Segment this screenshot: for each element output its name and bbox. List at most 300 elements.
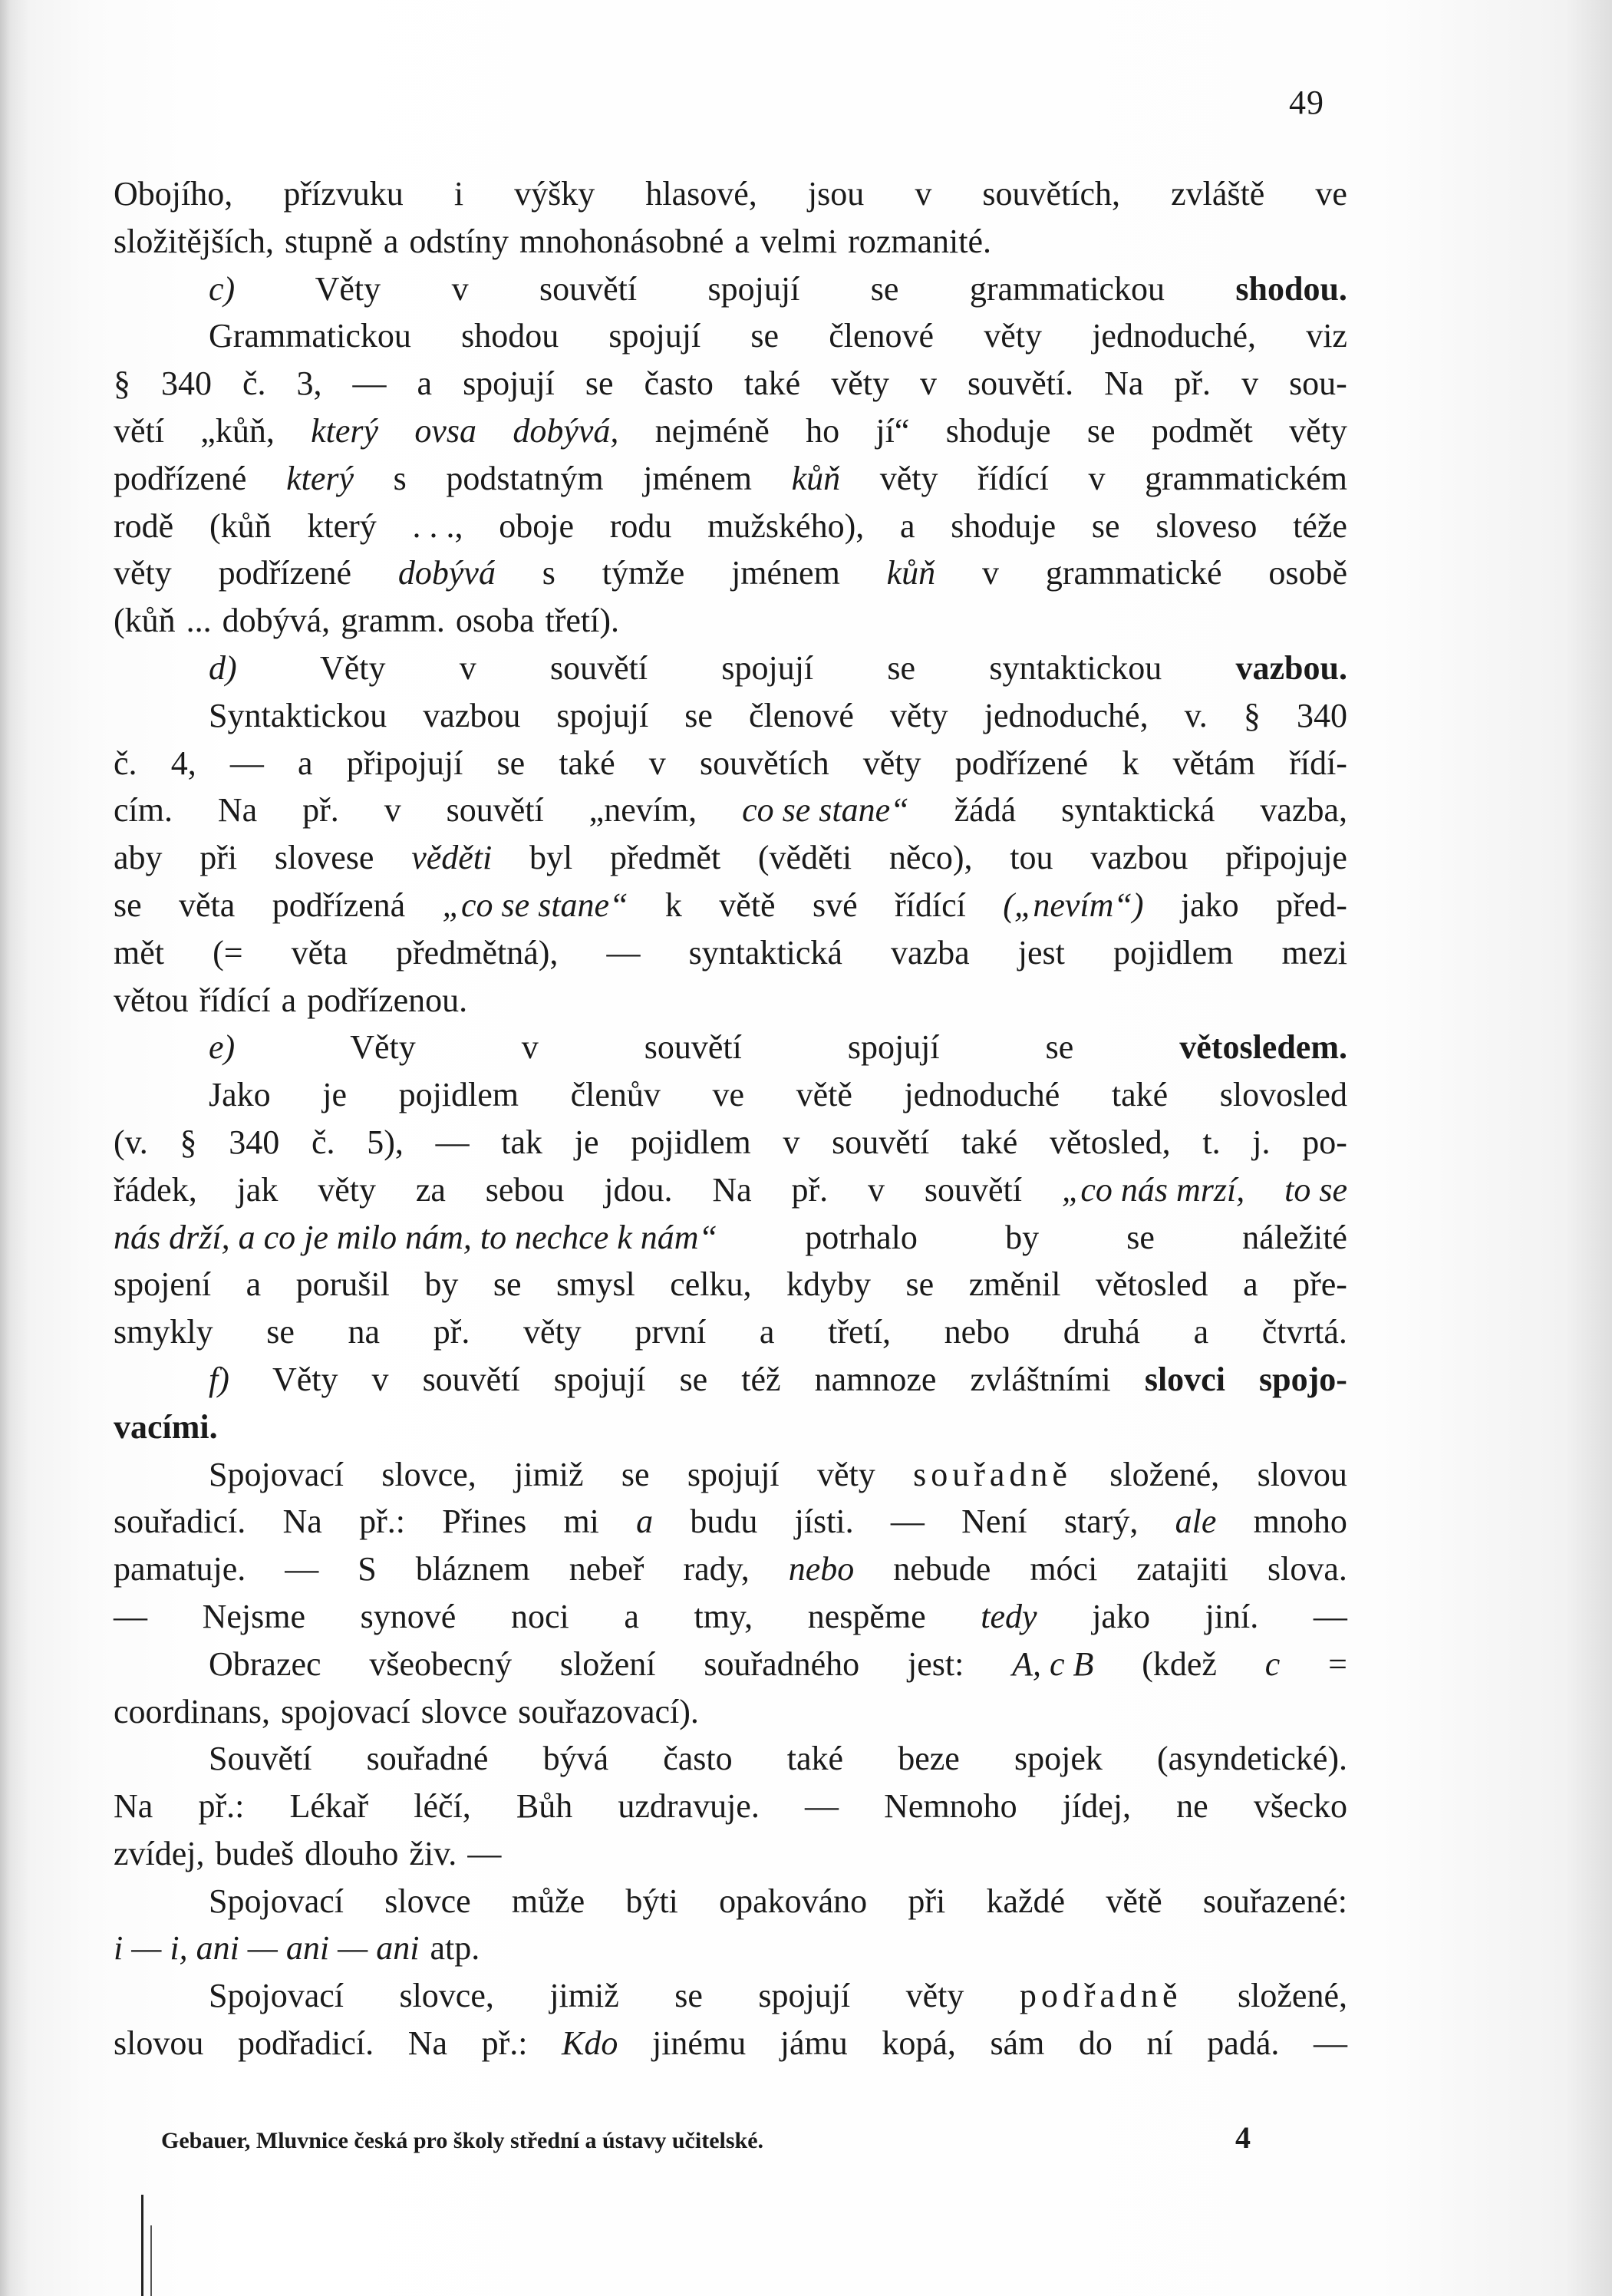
word: (kůň <box>209 506 272 545</box>
word: bývá <box>542 1740 609 1778</box>
word: spojují <box>553 1360 646 1398</box>
word: a <box>1193 1313 1209 1351</box>
word: přízvuku <box>283 175 404 213</box>
word: ve <box>712 1076 744 1114</box>
word: podřízenou. <box>307 981 468 1019</box>
word: větou <box>114 981 189 1019</box>
word: v <box>915 175 932 213</box>
word: § <box>180 1123 197 1161</box>
word: nebo <box>944 1313 1010 1351</box>
word: jdou. <box>604 1170 673 1209</box>
word: každé <box>986 1882 1066 1920</box>
word: — <box>1313 2024 1347 2063</box>
word: sám <box>990 2024 1045 2063</box>
word: v <box>459 648 476 687</box>
word: slovci <box>1144 1360 1225 1398</box>
word: mezi <box>1281 933 1347 972</box>
word: d) <box>209 648 237 687</box>
word: grammatickém <box>1145 459 1347 497</box>
text-line <box>114 1451 1347 1499</box>
word: věděti <box>411 839 493 877</box>
word: aby <box>114 839 163 877</box>
word: se <box>114 886 142 924</box>
word: se <box>684 696 713 734</box>
word: rodě <box>114 506 174 545</box>
word: nespěme <box>807 1597 926 1635</box>
word: oboje <box>499 506 575 545</box>
word: gramm. <box>341 602 445 640</box>
word: Kdo <box>562 2024 618 2063</box>
word: něco), <box>888 839 973 877</box>
word: se <box>905 1265 935 1304</box>
word: souvětí <box>446 791 544 830</box>
word: — <box>114 1597 147 1635</box>
text-line <box>114 266 1347 313</box>
word: (v. <box>114 1123 148 1161</box>
word: spojují <box>463 365 555 403</box>
footer <box>161 2120 1251 2156</box>
word: spojují <box>556 696 649 734</box>
word: po- <box>1302 1123 1347 1161</box>
word: byl <box>529 839 573 877</box>
word: jísti. <box>794 1503 854 1541</box>
word: často <box>644 365 714 403</box>
word: Obrazec <box>209 1644 321 1683</box>
word: a <box>1243 1265 1258 1304</box>
word: S <box>358 1550 377 1588</box>
word: spojují <box>687 1455 780 1493</box>
word: řádek, <box>114 1170 197 1209</box>
word: padá. <box>1207 2024 1280 2063</box>
word: syntaktická <box>688 933 842 972</box>
word: jimiž <box>514 1455 584 1493</box>
word: se <box>870 269 899 308</box>
word: čtvrtá. <box>1261 1313 1347 1351</box>
word: pamatuje. <box>114 1550 246 1588</box>
word: ... <box>186 602 212 640</box>
word: namnoze <box>814 1360 937 1398</box>
word: slovou <box>114 2024 204 2063</box>
word: c) <box>209 269 236 308</box>
word: také <box>961 1123 1018 1161</box>
word: se <box>1091 506 1120 545</box>
word: . . ., <box>412 506 463 545</box>
word: v <box>648 744 666 782</box>
word: č. <box>311 1123 335 1161</box>
word: spojují <box>847 1028 940 1067</box>
word: Grammatickou <box>209 317 411 355</box>
word: Na <box>217 791 258 830</box>
word: souřadné <box>366 1740 489 1778</box>
word: Na <box>407 2024 447 2063</box>
word: věty <box>905 1977 964 2015</box>
word: všeobecný <box>369 1644 513 1683</box>
word: souvětích, <box>982 175 1121 213</box>
word: shoduje <box>945 411 1051 450</box>
word: smysl <box>556 1265 635 1304</box>
word: složené, <box>1109 1455 1220 1493</box>
word: a <box>417 365 433 403</box>
text-line <box>114 1261 1347 1308</box>
word: v <box>521 1028 539 1067</box>
word: se <box>1086 411 1116 450</box>
word: spojek <box>1014 1740 1103 1778</box>
word: a <box>298 744 313 782</box>
word: starý, <box>1063 1503 1139 1541</box>
text-line <box>114 1071 1347 1119</box>
word: Nemnoho <box>884 1787 1017 1826</box>
word: př.: <box>198 1787 245 1826</box>
word: předmět <box>609 839 721 877</box>
word: Na <box>1104 365 1144 403</box>
word: Spojovací <box>209 1977 344 2015</box>
word: vazbou <box>1090 839 1188 877</box>
word: slovese <box>274 839 374 877</box>
word: t. <box>1202 1123 1221 1161</box>
word: souřadicí. <box>114 1503 246 1541</box>
word: může <box>511 1882 585 1920</box>
word: Věty <box>319 648 386 687</box>
word: spojo- <box>1258 1360 1347 1398</box>
word: č. <box>242 365 266 403</box>
word: „co nás mrzí, <box>1061 1170 1245 1209</box>
text-line <box>114 312 1347 360</box>
word: jednoduché <box>904 1076 1060 1114</box>
word: — <box>285 1550 319 1588</box>
word: také <box>559 744 615 782</box>
word: větosled, <box>1049 1123 1171 1161</box>
word: sebou <box>485 1170 565 1209</box>
word: ale <box>1175 1503 1217 1541</box>
word: který <box>286 459 354 497</box>
word: Na <box>282 1503 322 1541</box>
word: by <box>1005 1218 1040 1256</box>
word: souřadně <box>913 1455 1072 1493</box>
word: budeš <box>215 1834 295 1872</box>
text-line <box>114 1735 1347 1783</box>
word: jimiž <box>549 1977 619 2015</box>
word: opakováno <box>719 1882 868 1920</box>
word: spojují <box>707 269 800 308</box>
word: podřízené <box>954 744 1089 782</box>
word: „co se stane“ <box>442 886 628 924</box>
word: jiní. <box>1205 1597 1259 1635</box>
word: — <box>229 744 264 782</box>
word: předmětná), <box>396 933 559 972</box>
word: celku, <box>670 1265 752 1304</box>
word: sloveso <box>1155 506 1258 545</box>
word: též <box>741 1360 781 1398</box>
word: výšky <box>514 175 595 213</box>
word: Spojovací <box>209 1882 344 1920</box>
word: souřazené: <box>1202 1882 1347 1920</box>
text-line <box>114 834 1347 882</box>
word: mi <box>563 1503 599 1541</box>
word: (kůň <box>114 602 176 640</box>
word: věty <box>862 744 921 782</box>
word: podřízené <box>114 459 247 497</box>
text-line <box>114 1593 1347 1641</box>
text-line <box>114 740 1347 787</box>
word: jak <box>236 1170 279 1209</box>
word: který <box>307 506 377 545</box>
word: shoduje <box>951 506 1057 545</box>
word: věty <box>889 696 948 734</box>
word: s <box>542 554 555 592</box>
word: i — i, ani — ani — ani <box>114 1929 420 1968</box>
word: slovce <box>384 1882 471 1920</box>
word: kůň <box>886 554 936 592</box>
text-line <box>114 503 1347 550</box>
word: porušil <box>295 1265 390 1304</box>
word: potrhalo <box>805 1218 918 1256</box>
word: také <box>743 365 801 403</box>
text-line <box>114 1783 1347 1830</box>
word: podřadně <box>1019 1977 1182 2015</box>
text-line <box>114 455 1347 503</box>
word: souvětí <box>549 648 648 687</box>
word: slovce, <box>399 1977 494 2015</box>
word: jako <box>1180 886 1239 924</box>
word: (kdež <box>1142 1644 1217 1683</box>
text-line <box>114 977 1347 1024</box>
text-line <box>114 929 1347 977</box>
word: odstíny <box>409 222 509 260</box>
word: pojidlem <box>1113 933 1234 972</box>
word: také <box>786 1740 844 1778</box>
word: věty <box>831 365 889 403</box>
word: nebeř <box>569 1550 644 1588</box>
word: vazbou. <box>1235 648 1347 687</box>
text-line <box>114 1308 1347 1356</box>
word: zvláštními <box>970 1360 1111 1398</box>
word: nás drží, a co je milo nám, to nechce k nám“ <box>114 1218 717 1256</box>
word: podmět <box>1151 411 1253 450</box>
word: § <box>114 365 130 403</box>
text-line <box>114 1024 1347 1071</box>
word: 3, <box>296 365 322 403</box>
text-line <box>114 1214 1347 1262</box>
word: jednoduché, <box>1092 317 1257 355</box>
text-line <box>114 1404 1347 1451</box>
word: věta <box>179 886 236 924</box>
word: (věděti <box>757 839 852 877</box>
text-line <box>114 1356 1347 1404</box>
word: tak <box>501 1123 543 1161</box>
word: vazba, <box>1260 791 1347 830</box>
word: se <box>674 1977 703 2015</box>
binding-edge <box>141 2195 143 2296</box>
word: Bůh <box>516 1787 573 1826</box>
word: Nejsme <box>202 1597 306 1635</box>
word: větosledem. <box>1179 1028 1347 1067</box>
word: do <box>1078 2024 1113 2063</box>
word: ne <box>1176 1787 1208 1826</box>
word: př. <box>433 1313 470 1351</box>
word: tmy, <box>694 1597 753 1635</box>
word: kopá, <box>882 2024 956 2063</box>
word: př.: <box>481 2024 528 2063</box>
text-line <box>114 1688 1347 1736</box>
word: v <box>1241 365 1259 403</box>
word: spojovací <box>281 1692 410 1730</box>
word: Věty <box>315 269 381 308</box>
word: bláznem <box>415 1550 530 1588</box>
word: souvětí <box>644 1028 742 1067</box>
word: členové <box>749 696 854 734</box>
word: složitějších, <box>114 222 274 260</box>
word: slovosled <box>1219 1076 1347 1114</box>
word: řídící <box>199 981 271 1019</box>
word: třetí, <box>828 1313 891 1351</box>
word: hlasové, <box>645 175 757 213</box>
word: smykly <box>114 1313 213 1351</box>
word: složení <box>559 1644 656 1683</box>
word: — <box>804 1787 839 1826</box>
word: 340 <box>161 365 212 403</box>
word: jsou <box>807 175 865 213</box>
word: spojují <box>721 648 814 687</box>
word: a <box>734 222 750 260</box>
word: souvětí <box>539 269 638 308</box>
word: i <box>453 175 464 213</box>
word: živ. <box>409 1834 457 1872</box>
word: členové <box>829 317 935 355</box>
word: Věty <box>350 1028 416 1067</box>
word: synové <box>360 1597 457 1635</box>
word: slovce <box>420 1692 508 1730</box>
word: Na <box>712 1170 752 1209</box>
word: uzdravuje. <box>618 1787 760 1826</box>
word: jménem <box>643 459 752 497</box>
word: spojují <box>608 317 701 355</box>
word: k <box>664 886 682 924</box>
word: první <box>635 1313 707 1351</box>
word: před- <box>1276 886 1347 924</box>
word: jí“ <box>875 411 910 450</box>
word: se <box>493 1265 522 1304</box>
word: k <box>1122 744 1139 782</box>
word: při <box>908 1882 946 1920</box>
word: se <box>1126 1218 1155 1256</box>
word: př. <box>791 1170 829 1209</box>
word: ve <box>1315 175 1347 213</box>
text-line <box>114 1641 1347 1688</box>
text-line <box>114 407 1347 455</box>
word: nebo <box>788 1550 855 1588</box>
word: pojidlem <box>398 1076 519 1114</box>
word: jinému <box>651 2024 747 2063</box>
word: kdyby <box>786 1265 872 1304</box>
word: souřadného <box>704 1644 860 1683</box>
word: č. <box>114 744 137 782</box>
footer-citation: Gebauer, Mluvnice česká pro školy střední a ústavy učitelské. <box>161 2128 764 2153</box>
word: a <box>281 981 297 1019</box>
binding-edge-shadow <box>150 2225 152 2296</box>
word: v <box>783 1123 800 1161</box>
word: př. <box>302 791 339 830</box>
word: syntaktickou <box>989 648 1162 687</box>
word: tedy <box>981 1597 1037 1635</box>
word: dobývá <box>397 554 496 592</box>
word: v <box>919 365 937 403</box>
word: jídej, <box>1062 1787 1131 1826</box>
word: („nevím“) <box>1003 886 1144 924</box>
word: grammatické <box>1045 554 1222 592</box>
word: dobývá, <box>513 411 619 450</box>
word: osoba <box>455 602 535 640</box>
word: a <box>624 1597 639 1635</box>
word: se <box>585 365 614 403</box>
text-line <box>114 549 1347 597</box>
word: Na <box>114 1787 153 1826</box>
word: léčí, <box>414 1787 471 1826</box>
word: — <box>435 1123 470 1161</box>
word: zvláště <box>1171 175 1265 213</box>
word: — <box>467 1834 502 1872</box>
word: věta <box>291 933 348 972</box>
word: beze <box>898 1740 960 1778</box>
page-number: 49 <box>1289 84 1324 121</box>
word: zatajiti <box>1136 1550 1228 1588</box>
word: syntaktická <box>1061 791 1215 830</box>
word: věty <box>879 459 938 497</box>
word: tou <box>1010 839 1053 877</box>
word: žádá <box>954 791 1017 830</box>
word: = <box>1328 1644 1347 1683</box>
word: a <box>636 1503 654 1541</box>
word: se <box>621 1455 650 1493</box>
word: věty <box>1289 411 1347 450</box>
word: rozmanité. <box>848 222 992 260</box>
word: se <box>679 1360 708 1398</box>
word: „nevím, <box>588 791 697 830</box>
word: řídí- <box>1289 744 1347 782</box>
word: je <box>574 1123 599 1161</box>
word: věty <box>522 1313 582 1351</box>
text-line <box>114 2020 1347 2067</box>
word: v <box>451 269 469 308</box>
word: pojidlem <box>631 1123 751 1161</box>
word: větě <box>796 1076 852 1114</box>
word: pře- <box>1293 1265 1347 1304</box>
word: Souvětí <box>209 1740 312 1778</box>
word: by <box>424 1265 459 1304</box>
word: ovsa <box>414 411 477 450</box>
word: se <box>887 648 916 687</box>
word: coordinans, <box>114 1692 271 1730</box>
word: stupně <box>284 222 373 260</box>
word: nejméně <box>654 411 770 450</box>
word: ho <box>806 411 840 450</box>
word: grammatickou <box>969 269 1165 308</box>
word: větám <box>1172 744 1256 782</box>
word: se <box>496 744 526 782</box>
text-line <box>114 218 1347 266</box>
word: věty <box>318 1170 376 1209</box>
word: jednoduché, <box>984 696 1149 734</box>
word: téže <box>1293 506 1347 545</box>
word: cím. <box>114 791 173 830</box>
word: jest: <box>908 1644 964 1683</box>
word: se <box>1045 1028 1074 1067</box>
word: § <box>1243 696 1261 734</box>
text-line <box>114 1546 1347 1593</box>
word: podřízené <box>218 554 352 592</box>
word: podřadicí. <box>237 2024 374 2063</box>
word: noci <box>510 1597 569 1635</box>
word: věty <box>114 554 172 592</box>
